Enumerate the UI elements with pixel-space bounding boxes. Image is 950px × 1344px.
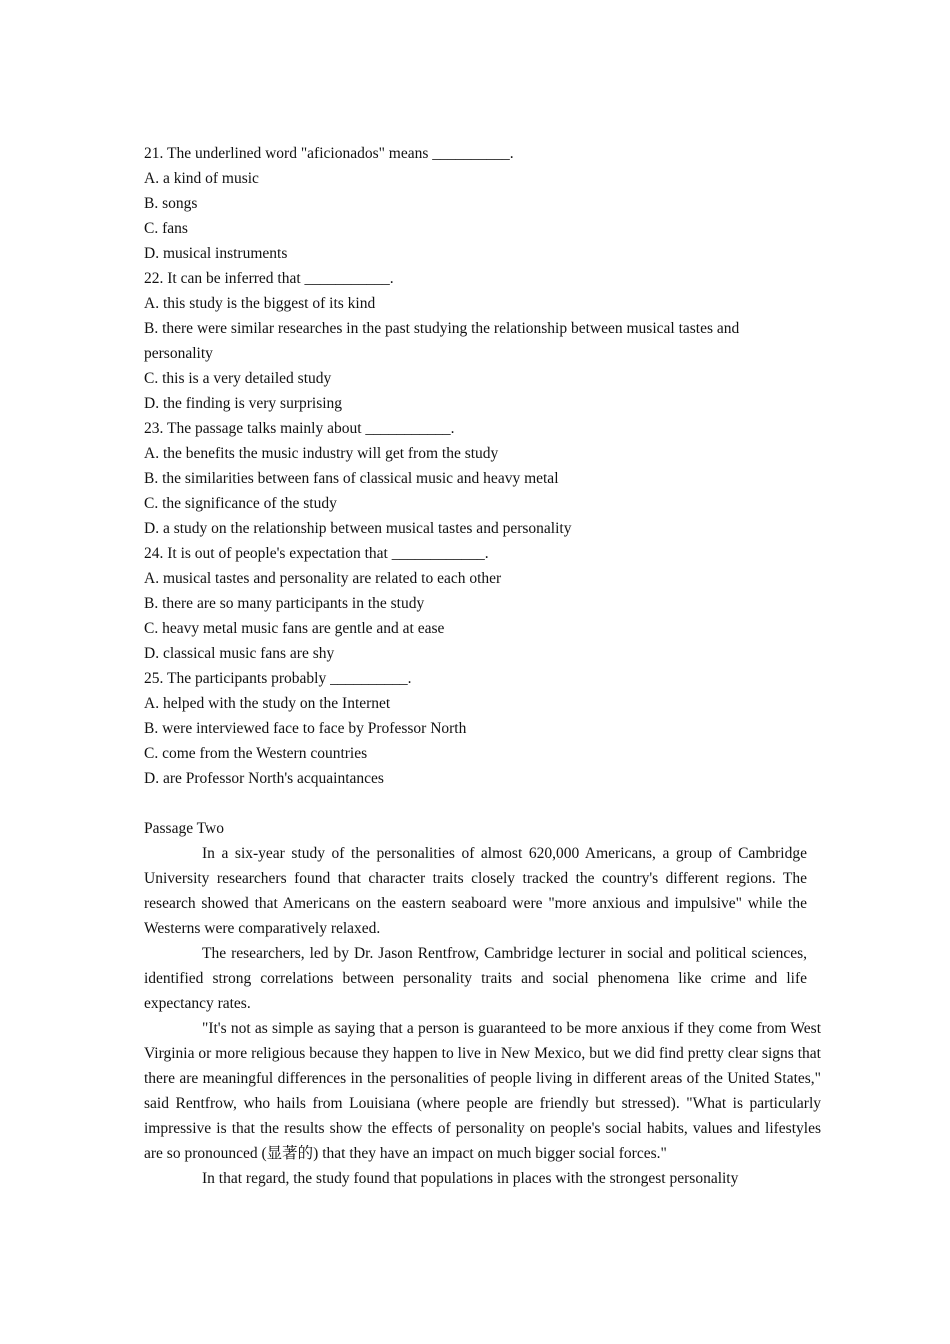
option-a: A. musical tastes and personality are related to each other [144, 570, 502, 587]
option-c: C. the significance of the study [144, 495, 337, 512]
question-stem: 24. It is out of people's expectation that ____________. [144, 545, 489, 562]
question-stem: 22. It can be inferred that ___________. [144, 270, 394, 287]
question-22 [144, 266, 807, 416]
option-a: A. this study is the biggest of its kind [144, 295, 376, 312]
option-c: C. this is a very detailed study [144, 370, 332, 387]
option-a: A. the benefits the music industry will get from the study [144, 445, 499, 462]
passage-paragraph-4: In that regard, the study found that populations in places with the strongest personality [202, 1170, 739, 1187]
passage-paragraph-3: "It's not as simple as saying that a person is guaranteed to be more anxious if they come from West Virginia or more religious because they happen to live in New Mexico, but we did find pretty clear signs that there are meaningful differences in the personalities of people living in different areas of the United States," said Rentfrow, who hails from Louisiana (where people are friendly but stressed). "What is particularly impressive is that the results show the effects of personality on people's social habits, values and lifestyles are so pronounced (显著的) that they have an impact on much bigger social forces." [144, 1020, 821, 1162]
spacer [144, 791, 807, 816]
option-d: D. a study on the relationship between musical tastes and personality [144, 520, 572, 537]
option-d: D. the finding is very surprising [144, 395, 343, 412]
question-24 [144, 541, 807, 666]
option-b: B. there are so many participants in the study [144, 595, 425, 612]
option-c: C. fans [144, 220, 188, 237]
question-23 [144, 416, 807, 541]
option-a: A. a kind of music [144, 170, 259, 187]
option-a: A. helped with the study on the Internet [144, 695, 391, 712]
option-d: D. classical music fans are shy [144, 645, 335, 662]
option-b: B. there were similar researches in the past studying the relationship between musical tastes and personality [144, 320, 740, 362]
question-stem: 21. The underlined word "aficionados" means __________. [144, 145, 514, 162]
passage-two [144, 816, 821, 1191]
passage-title: Passage Two [144, 820, 224, 837]
option-d: D. musical instruments [144, 245, 288, 262]
document-page [144, 141, 821, 1191]
option-b: B. songs [144, 195, 198, 212]
option-c: C. come from the Western countries [144, 745, 368, 762]
question-21 [144, 141, 807, 266]
option-c: C. heavy metal music fans are gentle and at ease [144, 620, 445, 637]
question-stem: 23. The passage talks mainly about ___________. [144, 420, 455, 437]
question-stem: 25. The participants probably __________. [144, 670, 412, 687]
passage-paragraph-2: The researchers, led by Dr. Jason Rentfrow, Cambridge lecturer in social and political sciences, identified strong correlations between personality traits and social phenomena like crime and life expectancy rates. [144, 945, 807, 1012]
passage-paragraph-1: In a six-year study of the personalities of almost 620,000 Americans, a group of Cambridge University researchers found that character traits closely tracked the country's different regions. The research showed that Americans on the eastern seaboard were "more anxious and impulsive" while the Westerns were comparatively relaxed. [144, 845, 807, 937]
option-b: B. the similarities between fans of classical music and heavy metal [144, 470, 559, 487]
option-b: B. were interviewed face to face by Professor North [144, 720, 467, 737]
question-25 [144, 666, 807, 791]
option-d: D. are Professor North's acquaintances [144, 770, 384, 787]
